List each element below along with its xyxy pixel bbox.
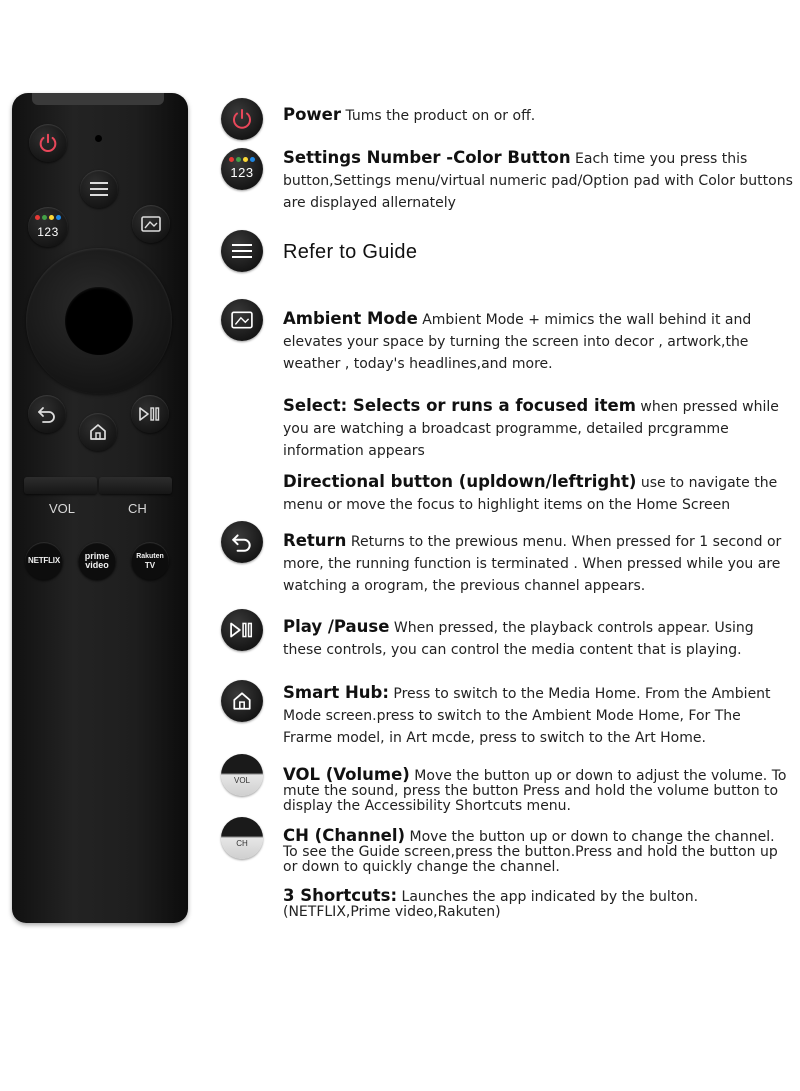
settings-text: Each time you press this button,Settings menu/virtual numeric pad/Option pad with Color buttons are displayed allernately — [283, 151, 793, 211]
remote-ambient-button[interactable] — [132, 205, 170, 243]
ambient-description — [283, 308, 793, 375]
shortcuts-title: 3 Shortcuts: — [283, 886, 398, 905]
remote-home-button[interactable] — [79, 413, 117, 451]
feature-vol-icon — [221, 754, 263, 796]
power-icon — [37, 132, 59, 154]
rakuten-label-line1: Rakuten — [136, 552, 164, 560]
ch-text: Move the button up or down to change the channel. To see the Guide screen,press the button.Press and hold the button up or down to quickly change the channel. — [283, 829, 778, 875]
power-text: Tums the product on or off. — [341, 108, 536, 124]
microphone-hole — [95, 135, 102, 142]
remote-volume-rocker[interactable] — [24, 477, 97, 494]
ch-description — [283, 828, 793, 875]
feature-power-icon — [221, 98, 263, 140]
feature-home-icon — [221, 680, 263, 722]
play-pause-text: When pressed, the playback controls appear. Using these controls, you can control the media content that is playing. — [283, 620, 754, 658]
shortcuts-text: Launches the app indicated by the bulton. (NETFLIX,Prime video,Rakuten) — [283, 889, 699, 920]
select-text: when pressed while you are watching a broadcast programme, detailed prcgramme information appears — [283, 399, 779, 459]
remote-menu-button[interactable] — [80, 170, 118, 208]
return-icon — [37, 405, 57, 423]
vol-description — [283, 767, 793, 814]
ambient-text: Ambient Mode + mimics the wall behind it and elevates your space by turning the screen into decor , artwork,the weather , today's headlines,and more. — [283, 312, 752, 372]
ambient-title: Ambient Mode — [283, 309, 418, 328]
directional-description — [283, 471, 793, 516]
return-description — [283, 530, 793, 597]
vol-label: VOL — [49, 501, 76, 516]
rakuten-tv-button[interactable] — [131, 542, 169, 580]
hamburger-icon — [90, 181, 108, 197]
settings-title: Settings Number -Color Button — [283, 148, 571, 167]
remote-return-button[interactable] — [28, 395, 66, 433]
numpad-icon-label: 123 — [230, 164, 254, 180]
prime-label-line2: video — [85, 560, 109, 570]
guide-title: Refer to Guide — [283, 241, 418, 263]
numpad-label: 123 — [37, 225, 59, 239]
directional-text: use to navigate the menu or move the focus to highlight items on the Home Screen — [283, 475, 778, 513]
feature-ch-icon — [221, 817, 263, 859]
play-pause-title: Play /Pause — [283, 617, 390, 636]
smarthub-text: Press to switch to the Media Home. From the Ambient Mode screen.press to switch to the Ambient Mode Home, For The Frarme model, in Art mcde, press to switch to the Art Home. — [283, 686, 771, 746]
ch-icon-label: CH — [236, 839, 248, 848]
feature-numpad-icon — [221, 148, 263, 190]
ambient-mode-icon — [141, 215, 161, 233]
return-title: Return — [283, 531, 347, 550]
remote-select-button[interactable] — [65, 287, 133, 355]
feature-return-icon — [221, 521, 263, 563]
vol-text: Move the button up or down to adjust the volume. To mute the sound, press the button Press and hold the volume button to display the Accessibility Shortcuts menu. — [283, 768, 787, 814]
vol-icon-label: VOL — [233, 776, 250, 785]
select-description — [283, 395, 793, 462]
remote-top-cap — [32, 93, 164, 105]
play-pause-icon — [139, 406, 161, 422]
play-pause-description — [283, 616, 793, 661]
remote-power-button[interactable] — [29, 124, 67, 162]
shortcuts-description — [283, 888, 793, 920]
prime-video-button[interactable] — [78, 542, 116, 580]
settings-description — [283, 147, 793, 214]
color-dots-icon — [35, 215, 61, 220]
smarthub-description — [283, 682, 793, 749]
remote-channel-rocker[interactable] — [99, 477, 172, 494]
ch-title: CH (Channel) — [283, 826, 406, 845]
feature-ambient-icon — [221, 299, 263, 341]
netflix-button[interactable] — [25, 542, 63, 580]
feature-hamburger-icon — [221, 230, 263, 272]
power-description — [283, 104, 793, 127]
vol-title: VOL (Volume) — [283, 765, 410, 784]
prime-label-line1: prime — [84, 551, 110, 561]
power-title: Power — [283, 105, 341, 124]
rakuten-label-line2: TV — [144, 560, 156, 570]
remote-play-pause-button[interactable] — [131, 395, 169, 433]
feature-play-pause-icon — [221, 609, 263, 651]
home-icon — [88, 422, 108, 442]
netflix-label: NETFLIX — [28, 556, 60, 565]
ch-label: CH — [128, 501, 147, 516]
remote-numpad-color-button[interactable] — [28, 207, 68, 247]
directional-title: Directional button (upldown/leftright) — [283, 472, 637, 491]
return-text: Returns to the prewious menu. When pressed for 1 second or more, the running function is terminated . When pressed while you are watching a orogram, the previous channel appears. — [283, 534, 782, 594]
select-title: Select: Selects or runs a focused item — [283, 396, 636, 415]
smarthub-title: Smart Hub: — [283, 683, 389, 702]
